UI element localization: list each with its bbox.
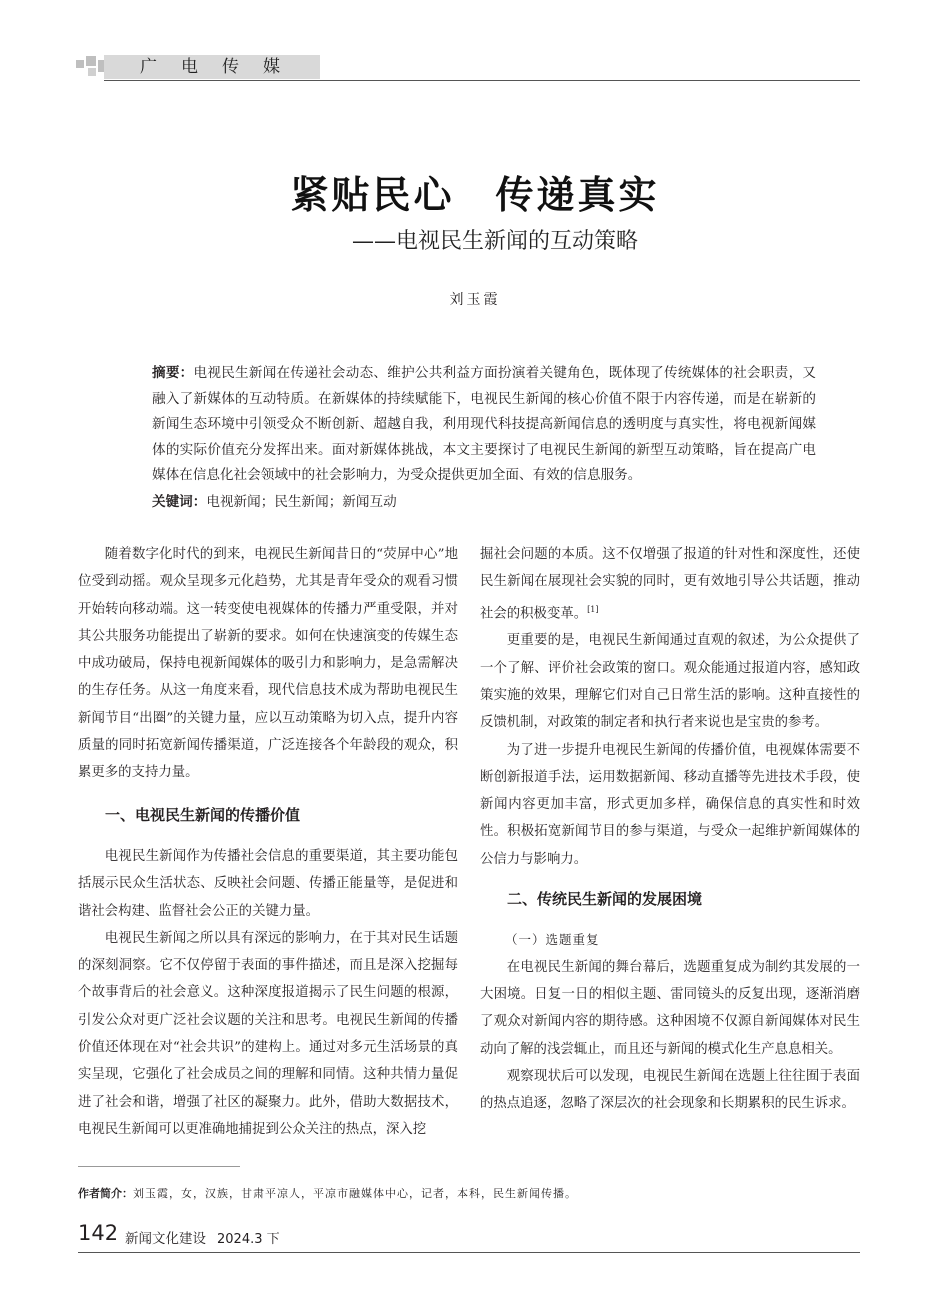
s1-paragraph-2-continued-text: 掘社会问题的本质。这不仅增强了报道的针对性和深度性，还使民生新闻在展现社会实貌的同时，更有效地引导公共话题，推动社会的积极变革。 (480, 547, 860, 622)
issue-label: 2024.3 下 (217, 1232, 280, 1247)
left-column (78, 541, 458, 1143)
keywords-text: 电视新闻；民生新闻；新闻互动 (206, 494, 397, 510)
abstract (152, 361, 816, 489)
author-bio-text: 刘玉霞，女，汉族，甘肃平凉人，平凉市融媒体中心，记者，本科，民生新闻传播。 (133, 1187, 577, 1200)
article-title: 紧贴民心 传递真实 (290, 173, 660, 217)
section2-heading: 二、传统民生新闻的发展困境 (507, 890, 703, 909)
keywords (152, 490, 816, 516)
reference-marker: [1] (587, 604, 599, 614)
page-number: 142 (78, 1221, 119, 1245)
s2-subheading-1: （一）选题重复 (505, 932, 600, 948)
header-rule (104, 80, 860, 81)
author-name: 刘玉霞 (449, 292, 501, 308)
s2-paragraph-1: 在电视民生新闻的舞台幕后，选题重复成为制约其发展的一大困境。日复一日的相似主题、雷同镜头的反复出现，逐渐消磨了观众对新闻内容的期待感。这种困境不仅源自新闻媒体对民生动向了解的浅尝辄止，而且还与新闻的模式化生产息息相关。 (480, 959, 860, 1057)
author-bio-label: 作者简介： (78, 1187, 133, 1200)
author-bio (78, 1185, 858, 1201)
right-column (480, 541, 860, 1117)
article-subtitle: ——电视民生新闻的互动策略 (351, 229, 638, 254)
keywords-label: 关键词： (152, 494, 207, 510)
s1-paragraph-2-text: 电视民生新闻之所以具有深远的影响力，在于其对民生话题的深刻洞察。它不仅停留于表面的事件描述，而且是深入挖掘每个故事背后的社会意义。这种深度报道揭示了民生问题的根源，引发公众对更广泛社会议题的关注和思考。电视民生新闻的传播价值还体现在对“社会共识”的建构上。通过对多元生活场景的真实呈现，它强化了社会成员之间的理解和同情。这种共情力量促进了社会和谐，增强了社区的凝聚力。此外，借助大数据技术，电视民生新闻可以更准确地捕捉到公众关注的热点，深入挖 (78, 930, 458, 1137)
footer-rule (78, 1252, 860, 1253)
s1-paragraph-1: 电视民生新闻作为传播社会信息的重要渠道，其主要功能包括展示民众生活状态、反映社会问题、传播正能量等，是促进和谐社会构建、监督社会公正的关键力量。 (78, 848, 458, 919)
s1-paragraph-4: 为了进一步提升电视民生新闻的传播价值，电视媒体需要不断创新报道手法，运用数据新闻、移动直播等先进技术手段，使新闻内容更加丰富，形式更加多样，确保信息的真实性和时效性。积极拓宽新闻节目的参与渠道，与受众一起维护新闻媒体的公信力与影响力。 (480, 742, 860, 867)
s2-paragraph-2: 观察现状后可以发现，电视民生新闻在选题上往往囿于表面的热点追逐，忽略了深层次的社会现象和长期累积的民生诉求。 (480, 1068, 860, 1112)
footnote-rule (78, 1166, 240, 1167)
intro-paragraph: 随着数字化时代的到来，电视民生新闻昔日的“荧屏中心”地位受到动摇。观众呈现多元化趋势，尤其是青年受众的观看习惯开始转向移动端。这一转变使电视媒体的传播力严重受限，并对其公共服务功能提出了崭新的要求。如何在快速演变的传媒生态中成功破局，保持电视新闻媒体的吸引力和影响力，是急需解决的生存任务。从这一角度来看，现代信息技术成为帮助电视民生新闻节目“出圈”的关键力量，应以互动策略为切入点，提升内容质量的同时拓宽新闻传播渠道，广泛连接各个年龄段的观众，积累更多的支持力量。 (78, 547, 458, 781)
section-label: 广电传媒 (140, 57, 304, 77)
s1-paragraph-3: 更重要的是，电视民生新闻通过直观的叙述，为公众提供了一个了解、评价社会政策的窗口。观众能通过报道内容，感知政策实施的效果，理解它们对自己日常生活的影响。这种直接性的反馈机制，对政策的制定者和执行者来说也是宝贵的参考。 (480, 633, 860, 731)
s1-paragraph-2 (78, 925, 458, 1143)
journal-name: 新闻文化建设 (125, 1231, 206, 1247)
abstract-text: 电视民生新闻在传递社会动态、维护公共利益方面扮演着关键角色，既体现了传统媒体的社会职责，又融入了新媒体的互动特质。在新媒体的持续赋能下，电视民生新闻的核心价值不限于内容传递，而是在崭新的新闻生态环境中引领受众不断创新、超越自我，利用现代科技提高新闻信息的透明度与真实性，将电视新闻媒体的实际价值充分发挥出来。面对新媒体挑战，本文主要探讨了电视民生新闻的新型互动策略，旨在提高广电媒体在信息化社会领域中的社会影响力，为受众提供更加全面、有效的信息服务。 (152, 365, 816, 484)
s1-paragraph-2-continued (480, 541, 860, 627)
section1-heading: 一、电视民生新闻的传播价值 (105, 805, 301, 824)
abstract-label: 摘要： (152, 365, 194, 381)
